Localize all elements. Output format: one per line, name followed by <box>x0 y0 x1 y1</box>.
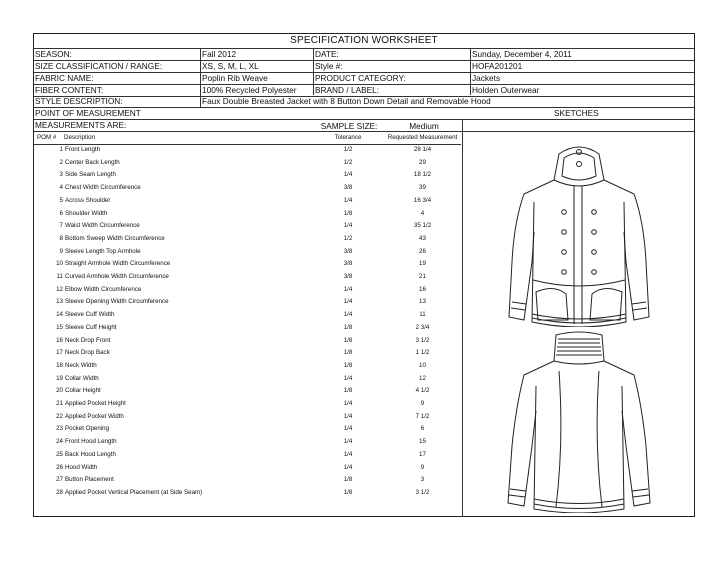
style-description-label: STYLE DESCRIPTION: <box>35 96 123 106</box>
specification-worksheet <box>33 33 695 517</box>
divider <box>313 48 314 95</box>
requested-measurement-value: 39 <box>419 184 426 192</box>
season-label: SEASON: <box>35 49 72 59</box>
requested-measurement-value: 3 1/2 <box>415 488 430 496</box>
tolerance-value: 1/4 <box>343 222 353 230</box>
tolerance-value: 3/8 <box>343 184 353 192</box>
measurement-description: Neck Width <box>65 361 97 369</box>
product-category-value: Jackets <box>472 73 501 83</box>
pom-number: 21 <box>56 400 63 407</box>
measurement-description: Hood Width <box>65 463 98 471</box>
pom-number: 25 <box>56 450 63 458</box>
tolerance-value: 1/4 <box>343 171 353 179</box>
measurement-description: Bottom Sweep Width Circumference <box>65 234 165 242</box>
requested-measurement-value: 9 <box>420 463 425 471</box>
requested-measurement-value: 18 1/2 <box>413 171 432 179</box>
requested-measurement-value: 4 <box>420 209 425 217</box>
requested-measurement-value: 3 <box>420 476 425 484</box>
requested-measurement-value: 19 <box>419 260 426 268</box>
pom-number: 3 <box>59 171 63 179</box>
date-label: DATE: <box>315 49 339 59</box>
requested-measurement-value: 21 <box>419 273 426 280</box>
requested-measurement-value: 11 <box>419 311 426 319</box>
fabric-name-value: Poplin Rib Weave <box>202 73 268 83</box>
requested-measurement-value: 7 1/2 <box>415 412 430 420</box>
pom-number: 20 <box>56 387 63 395</box>
tolerance-value: 1/4 <box>343 298 353 306</box>
measurement-description: Neck Drop Front <box>65 336 111 344</box>
jacket-back-sketch <box>504 331 654 513</box>
tolerance-value: 3/8 <box>343 247 353 255</box>
pom-number: 9 <box>59 247 63 255</box>
pom-number: 5 <box>59 196 63 204</box>
requested-measurement-value: 1 1/2 <box>415 349 430 357</box>
requested-measurement-value: 13 <box>419 298 426 306</box>
pom-number: 2 <box>59 158 63 166</box>
worksheet-title: SPECIFICATION WORKSHEET <box>290 35 438 46</box>
tolerance-value: 1/4 <box>343 412 353 420</box>
requested-measurement-header: Requested Measurement <box>387 134 458 141</box>
measurement-description: Sleeve Cuff Height <box>65 323 117 331</box>
requested-measurement-value: 35 1/2 <box>413 222 432 230</box>
pom-number: 27 <box>56 476 63 484</box>
requested-measurement-value: 26 <box>419 247 426 255</box>
measurement-description: Center Back Length <box>65 158 120 166</box>
tolerance-value: 1/8 <box>343 476 353 484</box>
requested-measurement-value: 17 <box>419 450 426 458</box>
pom-number: 15 <box>56 323 63 331</box>
fabric-name-label: FABRIC NAME: <box>35 73 94 83</box>
requested-measurement-value: 12 <box>419 374 426 382</box>
requested-measurement-value: 6 <box>420 425 425 433</box>
size-range-value: XS, S, M, L, XL <box>202 61 259 71</box>
fiber-content-label: FIBER CONTENT: <box>35 85 104 95</box>
jacket-front-sketch <box>504 142 654 327</box>
requested-measurement-value: 3 1/2 <box>415 336 430 344</box>
measurement-description: Sleeve Cuff Width <box>65 311 115 319</box>
pom-number: 1 <box>59 146 63 153</box>
requested-measurement-value: 4 1/2 <box>415 387 430 395</box>
pom-number: 8 <box>59 234 63 242</box>
measurement-description: Back Hood Length <box>65 450 116 458</box>
measurement-description: Side Seam Length <box>65 171 116 179</box>
requested-measurement-value: 43 <box>419 234 426 242</box>
requested-measurement-value: 2 3/4 <box>415 323 430 331</box>
pom-number: 12 <box>56 285 63 293</box>
style-number-label: Style #: <box>315 61 343 71</box>
sketches-heading: SKETCHES <box>554 108 599 118</box>
measurement-description: Applied Pocket Vertical Placement (at Side Seam) <box>65 488 203 496</box>
fiber-content-value: 100% Recycled Polyester <box>202 85 297 95</box>
pom-number: 26 <box>56 463 63 471</box>
tolerance-value: 1/8 <box>343 323 353 331</box>
pom-number: 11 <box>56 273 63 280</box>
pom-number: 4 <box>59 184 63 192</box>
tolerance-value: 1/4 <box>343 374 353 382</box>
tolerance-value: 1/8 <box>343 387 353 395</box>
measurement-description: Sleeve Opening Width Circumference <box>65 298 169 306</box>
tolerance-value: 1/8 <box>343 361 353 369</box>
pom-number: 10 <box>56 260 63 268</box>
tolerance-value: 1/2 <box>343 158 353 166</box>
measurement-description: Collar Height <box>65 387 101 395</box>
divider <box>34 48 694 49</box>
pom-number: 19 <box>56 374 63 382</box>
requested-measurement-value: 28 1/4 <box>413 146 432 153</box>
sample-size-label: SAMPLE SIZE: <box>320 121 378 131</box>
tolerance-value: 1/4 <box>343 400 353 407</box>
pom-number: 28 <box>56 488 63 496</box>
divider <box>470 48 471 95</box>
measurement-description: Elbow Width Circumference <box>65 285 142 293</box>
hooded-jacket-front-icon <box>504 142 654 327</box>
pom-number: 13 <box>56 298 63 306</box>
measurement-description: Waist Width Circumference <box>65 222 140 230</box>
style-description-value: Faux Double Breasted Jacket with 8 Button Down Detail and Removable Hood <box>202 96 491 106</box>
size-range-label: SIZE CLASSIFICATION / RANGE: <box>35 61 163 71</box>
requested-measurement-value: 16 <box>419 285 426 293</box>
tolerance-value: 1/8 <box>343 349 353 357</box>
measurement-description: Applied Pocket Height <box>65 400 126 407</box>
tolerance-value: 1/4 <box>343 425 353 433</box>
measurement-description: Across Shoulder <box>65 196 111 204</box>
tolerance-value: 1/8 <box>343 336 353 344</box>
requested-measurement-value: 9 <box>420 400 425 407</box>
pom-number: 7 <box>59 222 63 230</box>
style-number-value: HOFA201201 <box>472 61 523 71</box>
description-header: Description <box>64 134 95 141</box>
measurement-description: Straight Armhole Width Circumference <box>65 260 171 268</box>
divider <box>200 48 201 107</box>
tolerance-value: 3/8 <box>343 260 353 268</box>
pom-heading: POINT OF MEASUREMENT <box>35 108 141 118</box>
measurement-description: Collar Width <box>65 374 99 382</box>
measurement-description: Curved Armhole Width Circumference <box>65 273 169 280</box>
pom-number: 23 <box>56 425 63 433</box>
tolerance-value: 1/4 <box>343 463 353 471</box>
pom-number: 17 <box>56 349 63 357</box>
measurement-description: Pocket Opening <box>65 425 110 433</box>
tolerance-value: 1/4 <box>343 285 353 293</box>
divider <box>462 119 463 517</box>
measurement-description: Applied Pocket Width <box>65 412 124 420</box>
requested-measurement-value: 16 3/4 <box>413 196 432 204</box>
pom-number-header: POM # <box>37 134 57 141</box>
measurement-description: Neck Drop Back <box>65 349 110 357</box>
tolerance-value: 1/4 <box>343 311 353 319</box>
requested-measurement-value: 29 <box>419 158 426 166</box>
pom-number: 16 <box>56 336 63 344</box>
tolerance-header: Tolerance <box>334 134 362 141</box>
requested-measurement-value: 10 <box>419 361 426 369</box>
requested-measurement-value: 15 <box>419 438 426 446</box>
measurement-description: Front Hood Length <box>65 438 117 446</box>
pom-number: 22 <box>56 412 63 420</box>
brand-label: BRAND / LABEL: <box>315 85 380 95</box>
pom-number: 18 <box>56 361 63 369</box>
tolerance-value: 1/8 <box>343 209 353 217</box>
measurements-label: MEASUREMENTS ARE: <box>35 120 127 130</box>
date-value: Sunday, December 4, 2011 <box>472 49 572 59</box>
measurement-description: Front Length <box>65 146 101 153</box>
product-category-label: PRODUCT CATEGORY: <box>315 73 406 83</box>
measurement-description: Button Placement <box>65 476 114 484</box>
sample-size-value: Medium <box>409 121 439 131</box>
jacket-back-icon <box>504 331 654 513</box>
tolerance-value: 1/4 <box>343 450 353 458</box>
measurement-description: Chest Width Circumference <box>65 184 141 192</box>
season-value: Fall 2012 <box>202 49 237 59</box>
pom-number: 24 <box>56 438 63 446</box>
tolerance-value: 3/8 <box>343 273 353 280</box>
tolerance-value: 1/4 <box>343 196 353 204</box>
measurement-description: Shoulder Width <box>65 209 108 217</box>
brand-value: Holden Outerwear <box>472 85 540 95</box>
pom-number: 14 <box>56 311 63 319</box>
tolerance-value: 1/8 <box>343 488 353 496</box>
tolerance-value: 1/4 <box>343 438 353 446</box>
tolerance-value: 1/2 <box>343 234 353 242</box>
pom-number: 6 <box>59 209 63 217</box>
tolerance-value: 1/2 <box>343 146 353 153</box>
measurement-description: Sleeve Length Top Armhole <box>65 247 141 255</box>
